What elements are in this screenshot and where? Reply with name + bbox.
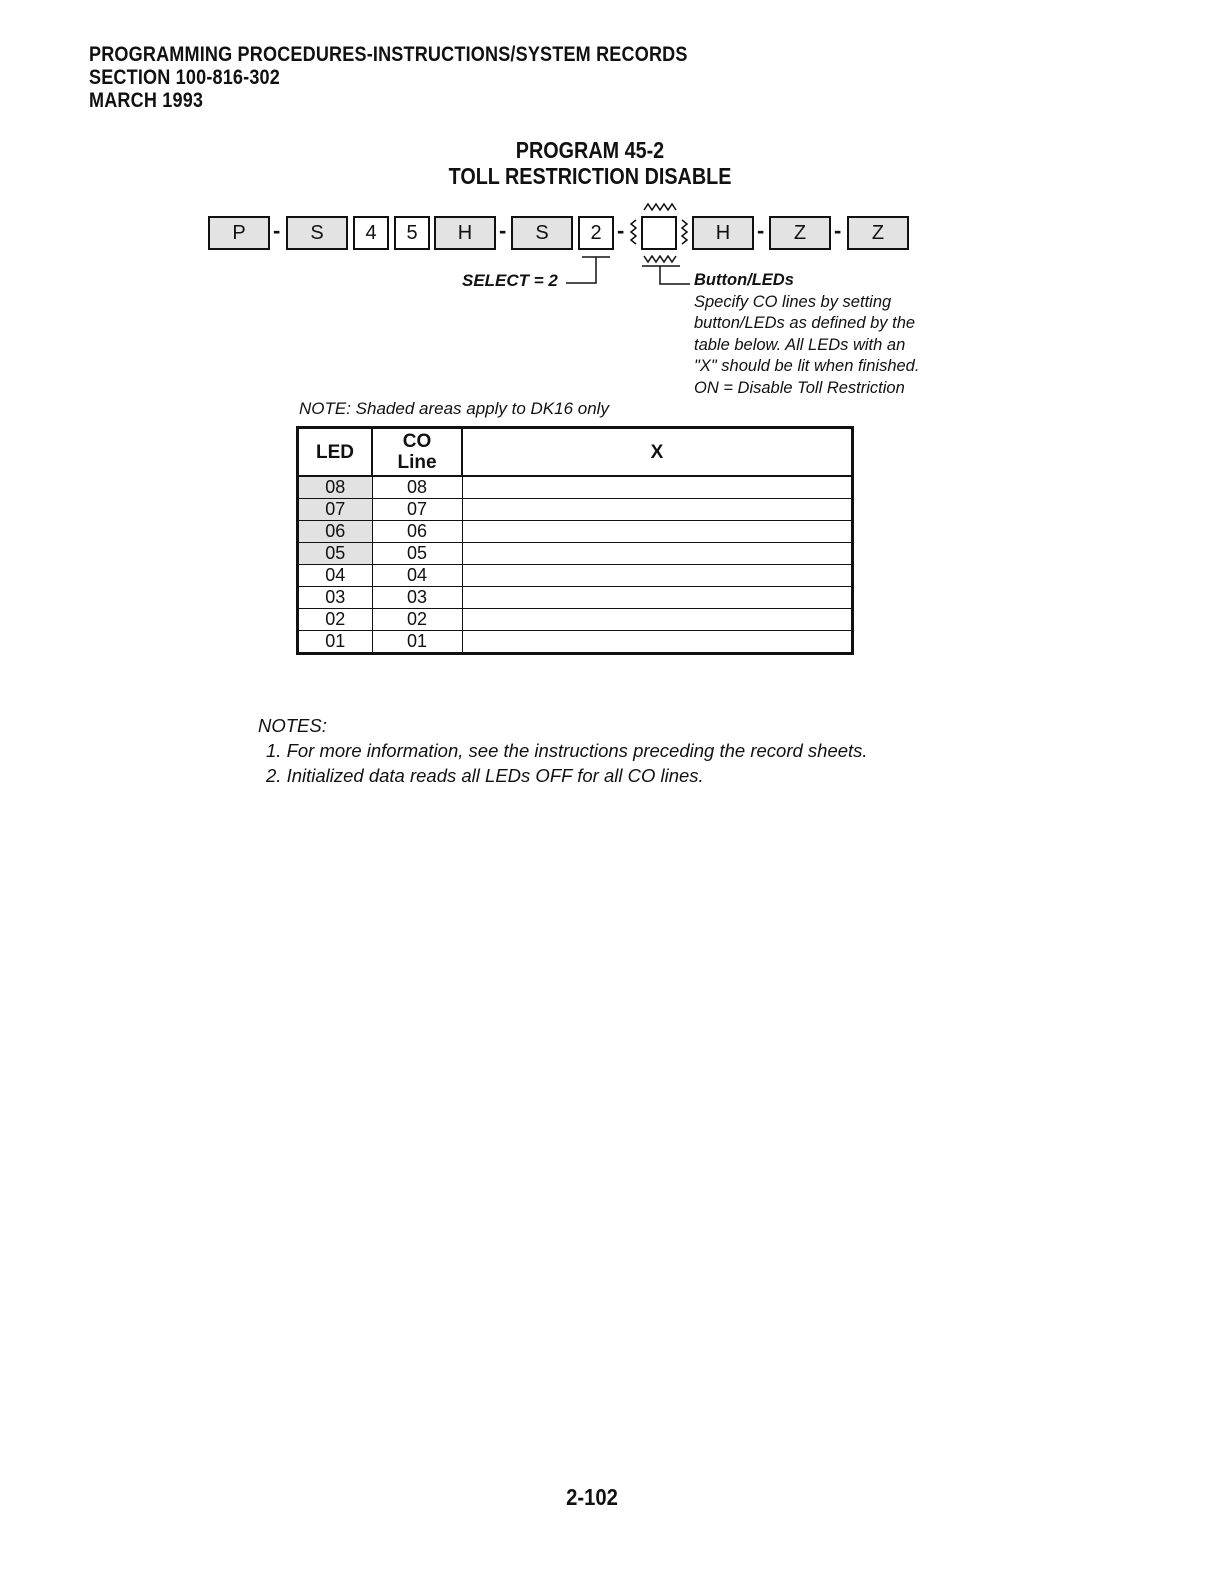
program-subtitle: TOLL RESTRICTION DISABLE: [448, 163, 732, 189]
key-s: S: [511, 216, 573, 250]
table-row: [298, 499, 853, 521]
select-label: SELECT = 2: [462, 271, 558, 290]
co-line-cell: 07: [372, 499, 462, 521]
header-line: Line: [397, 452, 437, 473]
table-row: [298, 476, 853, 499]
table-row: [298, 631, 853, 654]
button-leds-desc: ON = Disable Toll Restriction: [694, 378, 905, 397]
key-dash: -: [617, 218, 625, 243]
header-line-3: MARCH 1993: [89, 89, 204, 112]
header-co-line: [372, 428, 462, 477]
led-cell: 03: [298, 587, 373, 609]
shaded-areas-note: NOTE: Shaded areas apply to DK16 only: [299, 399, 609, 418]
key-z: Z: [769, 216, 831, 250]
table-row: [298, 521, 853, 543]
key-dash: -: [834, 218, 842, 243]
key-2: 2: [578, 216, 614, 250]
button-leader: [642, 266, 690, 284]
table-row: [298, 565, 853, 587]
header-line-1: PROGRAMMING PROCEDURES-INSTRUCTIONS/SYSTEM RECORDS: [89, 43, 688, 66]
led-cell: 02: [298, 609, 373, 631]
header-x: X: [462, 428, 853, 477]
x-cell: [462, 587, 853, 609]
button-leds-desc: table below. All LEDs with an: [694, 335, 906, 354]
co-line-cell: 05: [372, 543, 462, 565]
header-led: LED: [298, 428, 373, 477]
key-5: 5: [394, 216, 430, 250]
page-number: 2-102: [566, 1484, 618, 1510]
co-line-cell: 02: [372, 609, 462, 631]
table-row: [298, 543, 853, 565]
led-rays-left: [631, 220, 636, 244]
x-cell: [462, 521, 853, 543]
x-cell: [462, 499, 853, 521]
button-leds-desc: button/LEDs as defined by the: [694, 314, 916, 332]
notes-section: [258, 713, 868, 788]
notes-title: NOTES:: [258, 715, 327, 736]
button-leds-note: [694, 270, 974, 399]
program-title: PROGRAM 45-2: [515, 137, 665, 163]
key-p: P: [208, 216, 270, 250]
key-4: 4: [353, 216, 389, 250]
co-line-cell: 03: [372, 587, 462, 609]
select-leader: [566, 257, 610, 283]
co-line-cell: 08: [372, 476, 462, 499]
key-dash: -: [273, 218, 281, 243]
note-item: 1. For more information, see the instructions preceding the record sheets.: [266, 740, 868, 761]
leader-lines-graphic: [0, 0, 1220, 300]
header-line-2: SECTION 100-816-302: [89, 66, 280, 89]
x-cell: [462, 543, 853, 565]
key-s: S: [286, 216, 348, 250]
led-cell: 08: [298, 476, 373, 499]
button-leds-title: Button/LEDs: [694, 271, 794, 289]
co-line-cell: 04: [372, 565, 462, 587]
button-leds-desc: Specify CO lines by setting: [694, 292, 892, 311]
key-dash: -: [499, 218, 507, 243]
led-cell: 06: [298, 521, 373, 543]
x-cell: [462, 609, 853, 631]
led-cell: 05: [298, 543, 373, 565]
note-item: 2. Initialized data reads all LEDs OFF for all CO lines.: [266, 765, 704, 786]
key-z: Z: [847, 216, 909, 250]
x-cell: [462, 565, 853, 587]
header-co: CO: [402, 431, 432, 452]
key-h: H: [692, 216, 754, 250]
key-dash: -: [757, 218, 765, 243]
led-cell: 04: [298, 565, 373, 587]
led-cell: 07: [298, 499, 373, 521]
key-h: H: [434, 216, 496, 250]
co-line-cell: 01: [372, 631, 462, 654]
led-rays-right: [682, 220, 687, 244]
led-co-line-table: [296, 426, 854, 655]
table-row: [298, 609, 853, 631]
x-cell: [462, 476, 853, 499]
x-cell: [462, 631, 853, 654]
led-rays-bottom: [644, 256, 676, 262]
button-leds-desc: "X" should be lit when finished.: [694, 357, 920, 375]
led-rays-top: [644, 204, 676, 210]
co-line-cell: 06: [372, 521, 462, 543]
table-header-row: [298, 428, 853, 477]
led-cell: 01: [298, 631, 373, 654]
table-row: [298, 587, 853, 609]
